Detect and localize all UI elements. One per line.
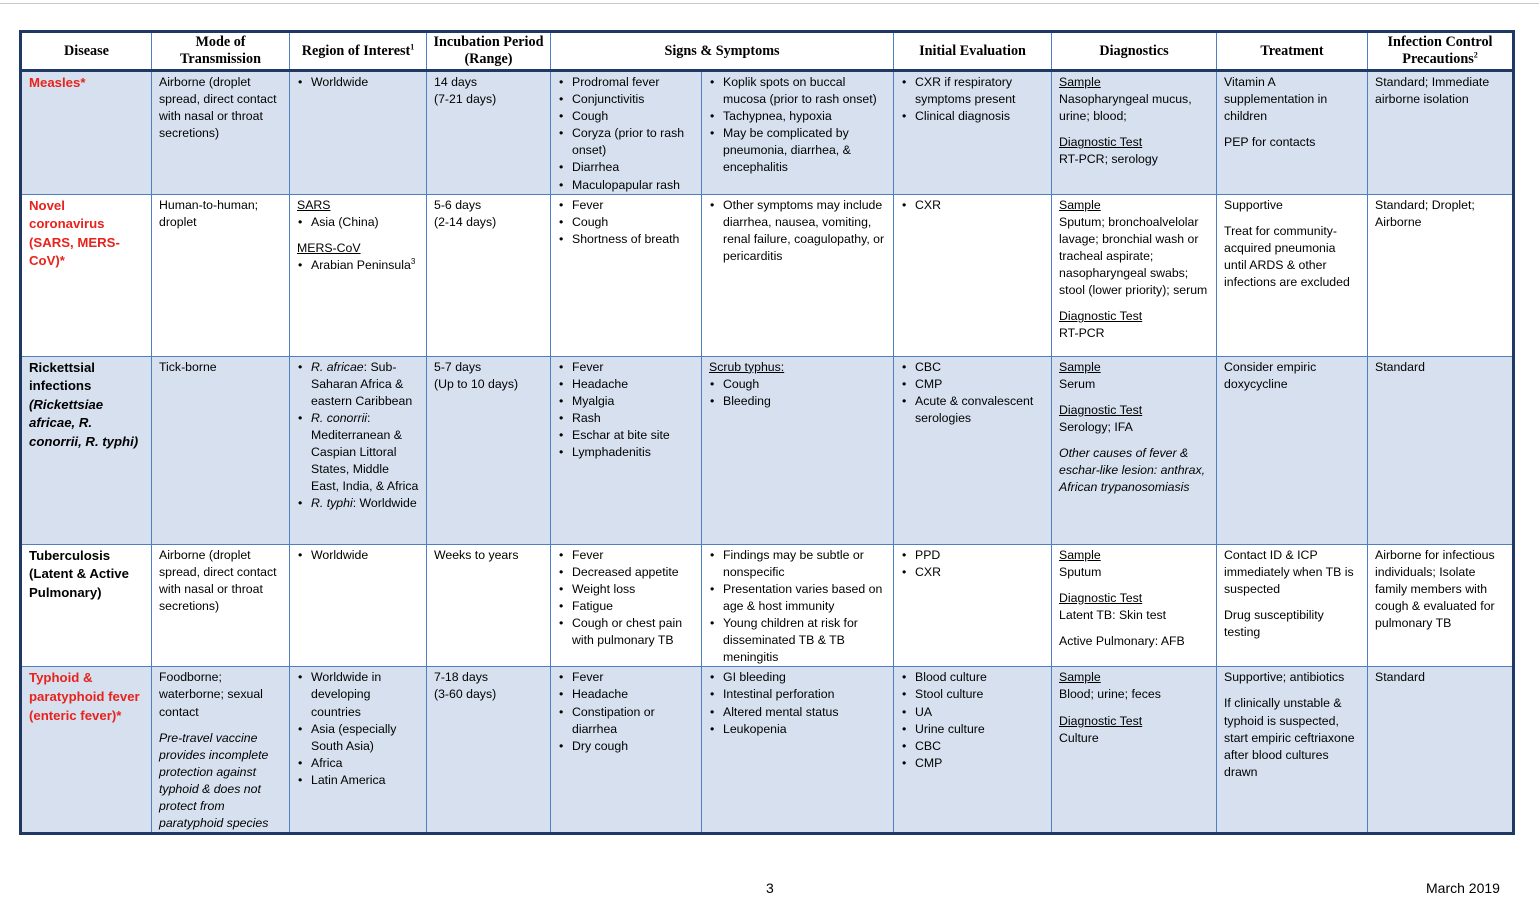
header-treatment: Treatment: [1217, 32, 1368, 71]
treatment-cell: Supportive; antibiotics If clinically unstable & typhoid is suspected, start empiric ceftriaxone after blood cultures drawn: [1217, 667, 1368, 834]
signs-primary-cell: • Fever • Headache • Myalgia • Rash • Eschar at bite site • Lymphadenitis: [551, 356, 702, 544]
mode-cell: Tick-borne: [152, 356, 290, 544]
mode-cell: Airborne (droplet spread, direct contact with nasal or throat secretions): [152, 71, 290, 195]
evaluation-cell: • CXR: [894, 194, 1052, 356]
header-signs: Signs & Symptoms: [551, 32, 894, 71]
disease-name: Measles*: [21, 71, 152, 195]
region-cell: SARS • Asia (China) MERS-CoV • Arabian Peninsula$^3$: [290, 194, 427, 356]
signs-primary-cell: • Prodromal fever • Conjunctivitis • Cough • Coryza (prior to rash onset) • Diarrhea • Maculopapular rash: [551, 71, 702, 195]
header-mode: Mode of Transmission: [152, 32, 290, 71]
diagnostics-cell: Sample Blood; urine; feces Diagnostic Test Culture: [1052, 667, 1217, 834]
disease-name: Typhoid & paratyphoid fever (enteric fever)*: [21, 667, 152, 834]
mode-cell: Human-to-human; droplet: [152, 194, 290, 356]
treatment-cell: Supportive Treat for community-acquired pneumonia until ARDS & other infections are excluded: [1217, 194, 1368, 356]
diagnostics-cell: Sample Sputum; bronchoalvelolar lavage; bronchial wash or tracheal aspirate; nasopharyngeal swabs; stool (lower priority); serum Diagnostic Test RT-PCR: [1052, 194, 1217, 356]
infection-cell: Standard; Droplet; Airborne: [1368, 194, 1514, 356]
treatment-cell: Contact ID & ICP immediately when TB is suspected Drug susceptibility testing: [1217, 544, 1368, 667]
signs-primary-cell: • Fever • Decreased appetite • Weight loss • Fatigue • Cough or chest pain with pulmonary TB: [551, 544, 702, 667]
header-evaluation: Initial Evaluation: [894, 32, 1052, 71]
signs-primary-cell: • Fever • Headache • Constipation or diarrhea • Dry cough: [551, 667, 702, 834]
infection-cell: Standard: [1368, 667, 1514, 834]
signs-secondary-cell: • Other symptoms may include diarrhea, nausea, vomiting, renal failure, coagulopathy, or pericarditis: [702, 194, 894, 356]
signs-secondary-cell: • Findings may be subtle or nonspecific • Presentation varies based on age & host immunity • Young children at risk for disseminated TB & TB meningitis: [702, 544, 894, 667]
header-row: [21, 32, 1514, 71]
region-cell: • Worldwide in developing countries • Asia (especially South Asia) • Africa • Latin America: [290, 667, 427, 834]
row-measles: [21, 71, 1514, 195]
infection-cell: Standard; Immediate airborne isolation: [1368, 71, 1514, 195]
evaluation-cell: • PPD • CXR: [894, 544, 1052, 667]
signs-secondary-cell: Scrub typhus: • Cough • Bleeding: [702, 356, 894, 544]
incubation-cell: 14 days (7-21 days): [427, 71, 551, 195]
infection-cell: Standard: [1368, 356, 1514, 544]
evaluation-cell: • CBC • CMP • Acute & convalescent serologies: [894, 356, 1052, 544]
signs-primary-cell: • Fever • Cough • Shortness of breath: [551, 194, 702, 356]
header-disease: Disease: [21, 32, 152, 71]
treatment-cell: Consider empiric doxycycline: [1217, 356, 1368, 544]
row-tuberculosis: [21, 544, 1514, 667]
header-diagnostics: Diagnostics: [1052, 32, 1217, 71]
region-cell: • Worldwide: [290, 71, 427, 195]
header-incubation: Incubation Period (Range): [427, 32, 551, 71]
infection-cell: Airborne for infectious individuals; Isolate family members with cough & evaluated for pulmonary TB: [1368, 544, 1514, 667]
header-region: Region of Interest$^1$: [290, 32, 427, 71]
footer-date: March 2019: [1426, 880, 1500, 896]
treatment-cell: Vitamin A supplementation in children PEP for contacts: [1217, 71, 1368, 195]
row-rickettsial: [21, 356, 1514, 544]
incubation-cell: Weeks to years: [427, 544, 551, 667]
page-number: 3: [766, 880, 774, 896]
mode-cell: Foodborne; waterborne; sexual contact Pre-travel vaccine provides incomplete protection against typhoid & does not protect from paratyphoid species: [152, 667, 290, 834]
signs-secondary-cell: • Koplik spots on buccal mucosa (prior to rash onset) • Tachypnea, hypoxia • May be complicated by pneumonia, diarrhea, & encephalitis: [702, 71, 894, 195]
incubation-cell: 5-7 days (Up to 10 days): [427, 356, 551, 544]
incubation-cell: 7-18 days (3-60 days): [427, 667, 551, 834]
region-cell: • Worldwide: [290, 544, 427, 667]
disease-name: Novel coronavirus (SARS, MERS-CoV)*: [21, 194, 152, 356]
diagnostics-cell: Sample Sputum Diagnostic Test Latent TB: Skin test Active Pulmonary: AFB: [1052, 544, 1217, 667]
disease-name: Rickettsial infections (Rickettsiae africae, R. conorrii, R. typhi): [21, 356, 152, 544]
mode-cell: Airborne (droplet spread, direct contact with nasal or throat secretions): [152, 544, 290, 667]
evaluation-cell: • Blood culture • Stool culture • UA • Urine culture • CBC • CMP: [894, 667, 1052, 834]
row-coronavirus: [21, 194, 1514, 356]
signs-secondary-cell: • GI bleeding • Intestinal perforation • Altered mental status • Leukopenia: [702, 667, 894, 834]
disease-table: [19, 30, 1515, 835]
disease-name: Tuberculosis (Latent & Active Pulmonary): [21, 544, 152, 667]
top-rule: [0, 3, 1539, 4]
evaluation-cell: • CXR if respiratory symptoms present • Clinical diagnosis: [894, 71, 1052, 195]
incubation-cell: 5-6 days (2-14 days): [427, 194, 551, 356]
row-typhoid: [21, 667, 1514, 834]
header-infection: Infection Control Precautions$^2$: [1368, 32, 1514, 71]
diagnostics-cell: Sample Serum Diagnostic Test Serology; IFA Other causes of fever & eschar-like lesion: anthrax, African trypanosomiasis: [1052, 356, 1217, 544]
diagnostics-cell: Sample Nasopharyngeal mucus, urine; blood; Diagnostic Test RT-PCR; serology: [1052, 71, 1217, 195]
region-cell: • R. africae: Sub-Saharan Africa & eastern Caribbean • R. conorrii: Mediterranean & Caspian Littoral States, Middle East, India, & Africa • R. typhi: Worldwide: [290, 356, 427, 544]
